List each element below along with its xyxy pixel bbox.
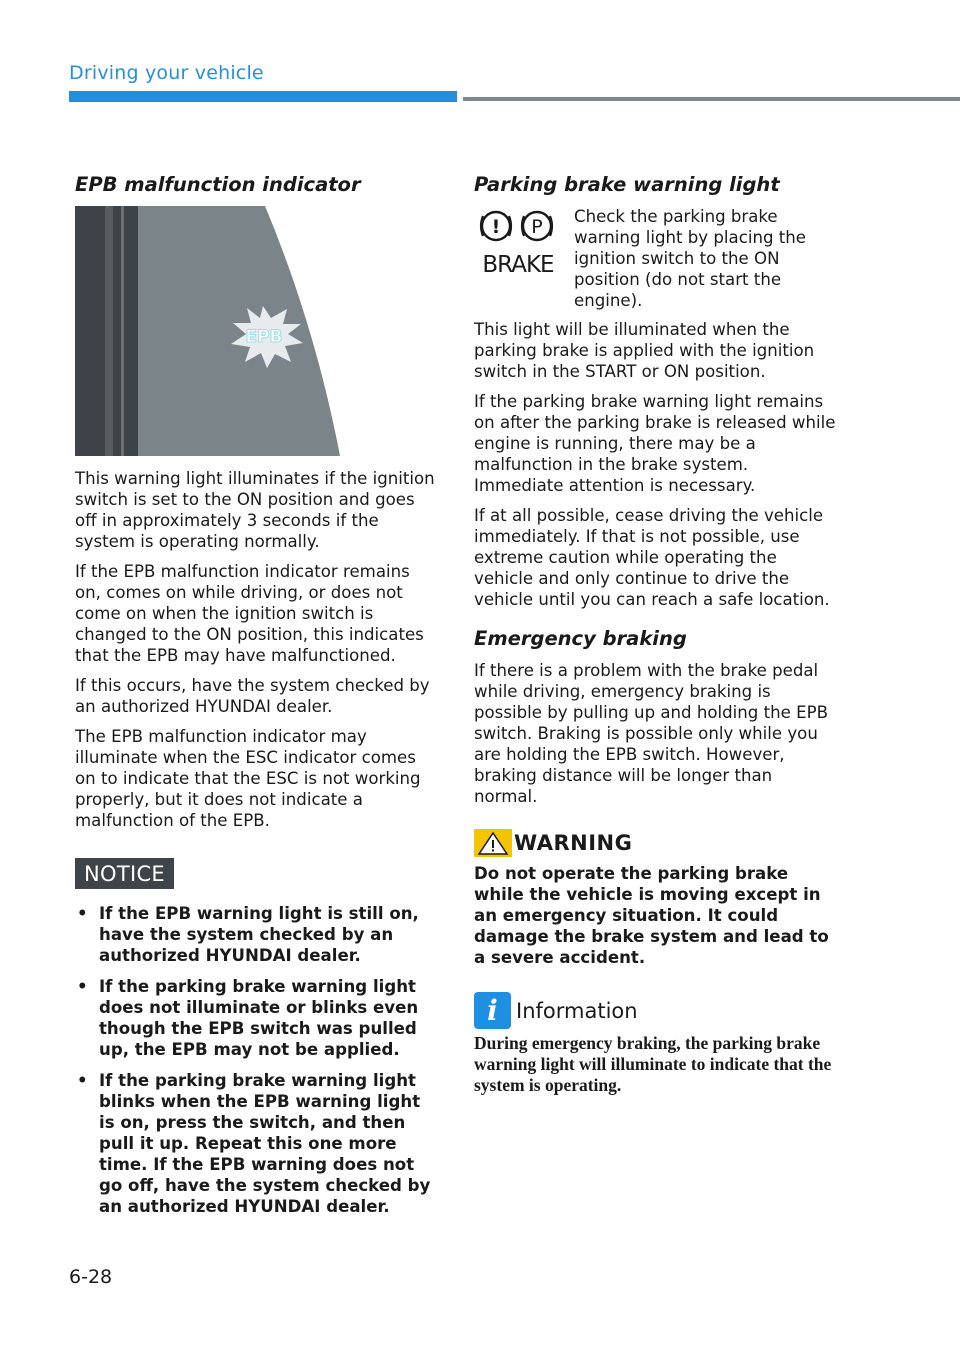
header-bar-divider <box>463 97 960 101</box>
parking-paragraph: This light will be illuminated when the parking brake is applied with the ignition switch in the START or ON position. <box>474 320 815 381</box>
notice-list <box>75 903 437 1217</box>
notice-item <box>75 1070 437 1217</box>
epb-paragraph: If this occurs, have the system checked by an authorized HYUNDAI dealer. <box>75 676 430 716</box>
epb-badge-text: EPB <box>245 327 283 347</box>
parking-paragraph: If the parking brake warning light remains on after the parking brake is released while engine is running, there may be a malfunction in the brake system. Immediate attention is necessary. <box>474 392 836 495</box>
exclamation-circle-icon <box>481 212 511 240</box>
header-title: Driving your vehicle <box>69 62 264 84</box>
header-bar-accent <box>69 91 457 102</box>
epb-paragraph: This warning light illuminates if the ignition switch is set to the ON position and goes off in approximately 3 seconds if the system is operating normally. <box>75 469 435 551</box>
warning-label: WARNING <box>514 831 633 855</box>
epb-section-title: EPB malfunction indicator <box>75 173 361 196</box>
notice-badge: NOTICE <box>75 858 174 889</box>
information-header <box>474 992 838 1029</box>
epb-figure <box>75 206 437 456</box>
svg-text:!: ! <box>491 216 501 238</box>
dashboard-illustration <box>75 206 437 456</box>
notice-item <box>75 903 437 966</box>
notice-item-text: If the parking brake warning light does not illuminate or blinks even though the EPB switch was pulled up, the EPB may not be applied. <box>99 977 419 1059</box>
emergency-braking-title: Emergency braking <box>474 627 687 650</box>
page-number: 6-28 <box>69 1266 113 1288</box>
parking-paragraph: If at all possible, cease driving the vehicle immediately. If that is not possible, use extreme caution while operating the vehicle and only continue to drive the vehicle until you can reach a safe location. <box>474 506 830 609</box>
brake-warning-icons <box>474 208 564 278</box>
information-label: Information <box>516 998 638 1023</box>
left-column <box>75 172 437 1227</box>
bullet-icon: • <box>77 904 88 923</box>
notice-item <box>75 976 437 1060</box>
information-icon: i <box>474 992 511 1029</box>
emergency-braking-text: If there is a problem with the brake pedal while driving, emergency braking is possible by pulling up and holding the EPB switch. Braking is possible only while you are holding the EPB switch. However, braking distance will be longer than normal. <box>474 661 828 806</box>
brake-indicator-row <box>474 208 838 311</box>
warning-triangle-icon <box>474 829 512 857</box>
parking-brake-section-title: Parking brake warning light <box>474 173 780 196</box>
warning-text: Do not operate the parking brake while the vehicle is moving except in an emergency situation. It could damage the brake system and lead to a severe accident. <box>474 864 829 967</box>
bullet-icon: • <box>77 1071 88 1090</box>
epb-paragraph: If the EPB malfunction indicator remains on, comes on while driving, or does not come on when the ignition switch is changed to the ON position, this indicates that the EPB may have malfunctioned. <box>75 562 424 665</box>
parking-p-circle-icon <box>522 212 552 240</box>
epb-paragraph: The EPB malfunction indicator may illuminate when the ESC indicator comes on to indicate that the ESC is not working properly, but it does not indicate a malfunction of the EPB. <box>75 727 421 830</box>
bullet-icon: • <box>77 977 88 996</box>
brake-label-icon: BRAKE <box>482 252 554 278</box>
figure-caption: OCN7060015 <box>357 441 431 454</box>
warning-header <box>474 829 838 857</box>
notice-item-text: If the parking brake warning light blinks when the EPB warning light is on, press the switch, and then pull it up. Repeat this one more time. If the EPB warning does not go off, have the system checked by an authorized HYUNDAI dealer. <box>99 1071 431 1216</box>
svg-text:P: P <box>531 216 543 238</box>
right-column <box>474 172 838 1096</box>
brake-icon-text: Check the parking brake warning light by placing the ignition switch to the ON position (do not start the engine). <box>574 207 807 310</box>
information-text: During emergency braking, the parking brake warning light will illuminate to indicate that the system is operating. <box>474 1033 832 1095</box>
notice-item-text: If the EPB warning light is still on, have the system checked by an authorized HYUNDAI dealer. <box>99 904 419 965</box>
